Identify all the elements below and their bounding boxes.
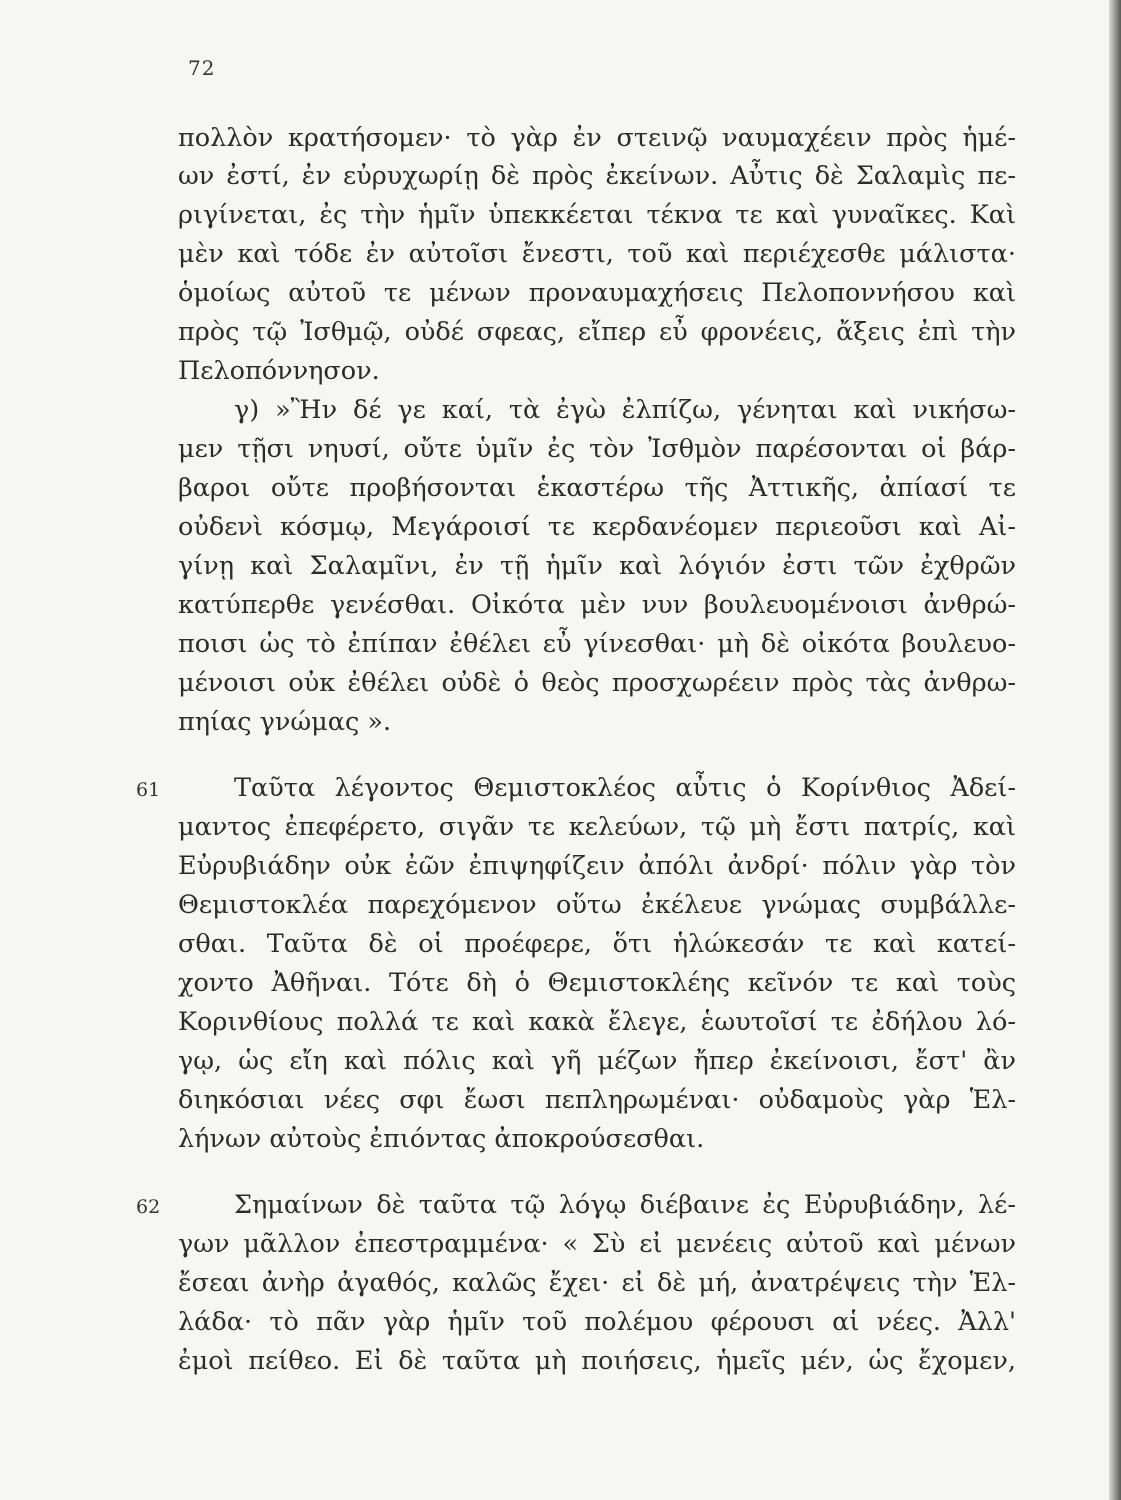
text-line: λάδα· τὸ πᾶν γὰρ ἡμῖν τοῦ πολέμου φέρουσι αἱ νέες. Ἀλλ' <box>178 1307 1016 1337</box>
text-line: ἔσεαι ἀνὴρ ἀγαθός, καλῶς ἔχει· εἰ δὲ μή, ἀνατρέψεις τὴν Ἑλ- <box>178 1268 1016 1298</box>
text-line: Ταῦτα λέγοντος Θεμιστοκλέος αὖτις ὁ Κορίνθιος Ἀδεί- <box>234 773 1016 803</box>
text-line: σθαι. Ταῦτα δὲ οἱ προέφερε, ὅτι ἡλώκεσάν τε καὶ κατεί- <box>178 929 1016 959</box>
text-line: μαντος ἐπεφέρετο, σιγᾶν τε κελεύων, τῷ μὴ ἔστι πατρίς, καὶ <box>178 812 1016 842</box>
text-line: οὐδενὶ κόσμῳ, Μεγάροισί τε κερδανέομεν περιεοῦσι καὶ Αἰ- <box>178 512 1016 542</box>
text-line: βαροι οὔτε προβήσονται ἑκαστέρω τῆς Ἀττικῆς, ἀπίασί τε <box>178 473 1016 503</box>
text-line: λήνων αὐτοὺς ἐπιόντας ἀποκρούσεσθαι. <box>178 1124 705 1154</box>
text-line: ριγίνεται, ἐς τὴν ἡμῖν ὑπεκκέεται τέκνα τε καὶ γυναῖκες. Καὶ <box>178 200 1016 230</box>
text-line: πολλὸν κρατήσομεν· τὸ γὰρ ἐν στεινῷ ναυμαχέειν πρὸς ἡμέ- <box>178 123 1016 153</box>
text-line: χοντο Ἀθῆναι. Τότε δὴ ὁ Θεμιστοκλέης κεῖνόν τε καὶ τοὺς <box>178 968 1016 998</box>
text-line: μένοισι οὐκ ἐθέλει οὐδὲ ὁ θεὸς προσχωρέειν πρὸς τὰς ἀνθρω- <box>178 668 1016 698</box>
text-line: μεν τῇσι νηυσί, οὔτε ὑμῖν ἐς τὸν Ἰσθμὸν παρέσονται οἱ βάρ- <box>178 434 1016 464</box>
text-line: γῳ, ὡς εἴη καὶ πόλις καὶ γῆ μέζων ἤπερ ἐκείνοισι, ἔστ' ἂν <box>178 1046 1016 1076</box>
section-number-61: 61 <box>136 779 161 801</box>
text-line: Πελοπόννησον. <box>178 356 380 386</box>
text-line: πρὸς τῷ Ἰσθμῷ, οὐδέ σφεας, εἴπερ εὖ φρονέεις, ἄξεις ἐπὶ τὴν <box>178 317 1016 347</box>
text-line: ων ἐστί, ἐν εὐρυχωρίῃ δὲ πρὸς ἐκείνων. Αὖτις δὲ Σαλαμὶς πε- <box>178 161 1016 191</box>
page-number: 72 <box>188 56 216 80</box>
text-line: μὲν καὶ τόδε ἐν αὐτοῖσι ἔνεστι, τοῦ καὶ περιέχεσθε μάλιστα· <box>178 239 1016 269</box>
text-line: ὁμοίως αὐτοῦ τε μένων προναυμαχήσεις Πελοποννήσου καὶ <box>178 278 1016 308</box>
text-line: γ) »Ἢν δέ γε καί, τὰ ἐγὼ ἐλπίζω, γένηται καὶ νικήσω- <box>234 395 1016 425</box>
text-line: διηκόσιαι νέες σφι ἔωσι πεπληρωμέναι· οὐδαμοὺς γὰρ Ἑλ- <box>178 1085 1016 1115</box>
text-line: γίνῃ καὶ Σαλαμῖνι, ἐν τῇ ἡμῖν καὶ λόγιόν ἐστι τῶν ἐχθρῶν <box>178 551 1016 581</box>
text-line: Εὐρυβιάδην οὐκ ἐῶν ἐπιψηφίζειν ἀπόλι ἀνδρί· πόλιν γὰρ τὸν <box>178 851 1016 881</box>
page-edge-shadow <box>1109 0 1121 1500</box>
text-line: πηίας γνώμας ». <box>178 707 392 737</box>
text-line: γων μᾶλλον ἐπεστραμμένα· « Σὺ εἰ μενέεις αὐτοῦ καὶ μένων <box>178 1229 1016 1259</box>
text-line: Θεμιστοκλέα παρεχόμενον οὕτω ἐκέλευε γνώμας συμβάλλε- <box>178 890 1016 920</box>
text-line: ποισι ὡς τὸ ἐπίπαν ἐθέλει εὖ γίνεσθαι· μὴ δὲ οἰκότα βουλευο- <box>178 629 1016 659</box>
text-line: κατύπερθε γενέσθαι. Οἰκότα μὲν νυν βουλευομένοισι ἀνθρώ- <box>178 590 1016 620</box>
section-number-62: 62 <box>136 1196 161 1218</box>
text-line: Σημαίνων δὲ ταῦτα τῷ λόγῳ διέβαινε ἐς Εὐρυβιάδην, λέ- <box>234 1190 1016 1220</box>
text-line: ἐμοὶ πείθεο. Εἰ δὲ ταῦτα μὴ ποιήσεις, ἡμεῖς μέν, ὡς ἔχομεν, <box>178 1346 1016 1376</box>
text-line: Κορινθίους πολλά τε καὶ κακὰ ἔλεγε, ἑωυτοῖσί τε ἐδήλου λό- <box>178 1007 1016 1037</box>
